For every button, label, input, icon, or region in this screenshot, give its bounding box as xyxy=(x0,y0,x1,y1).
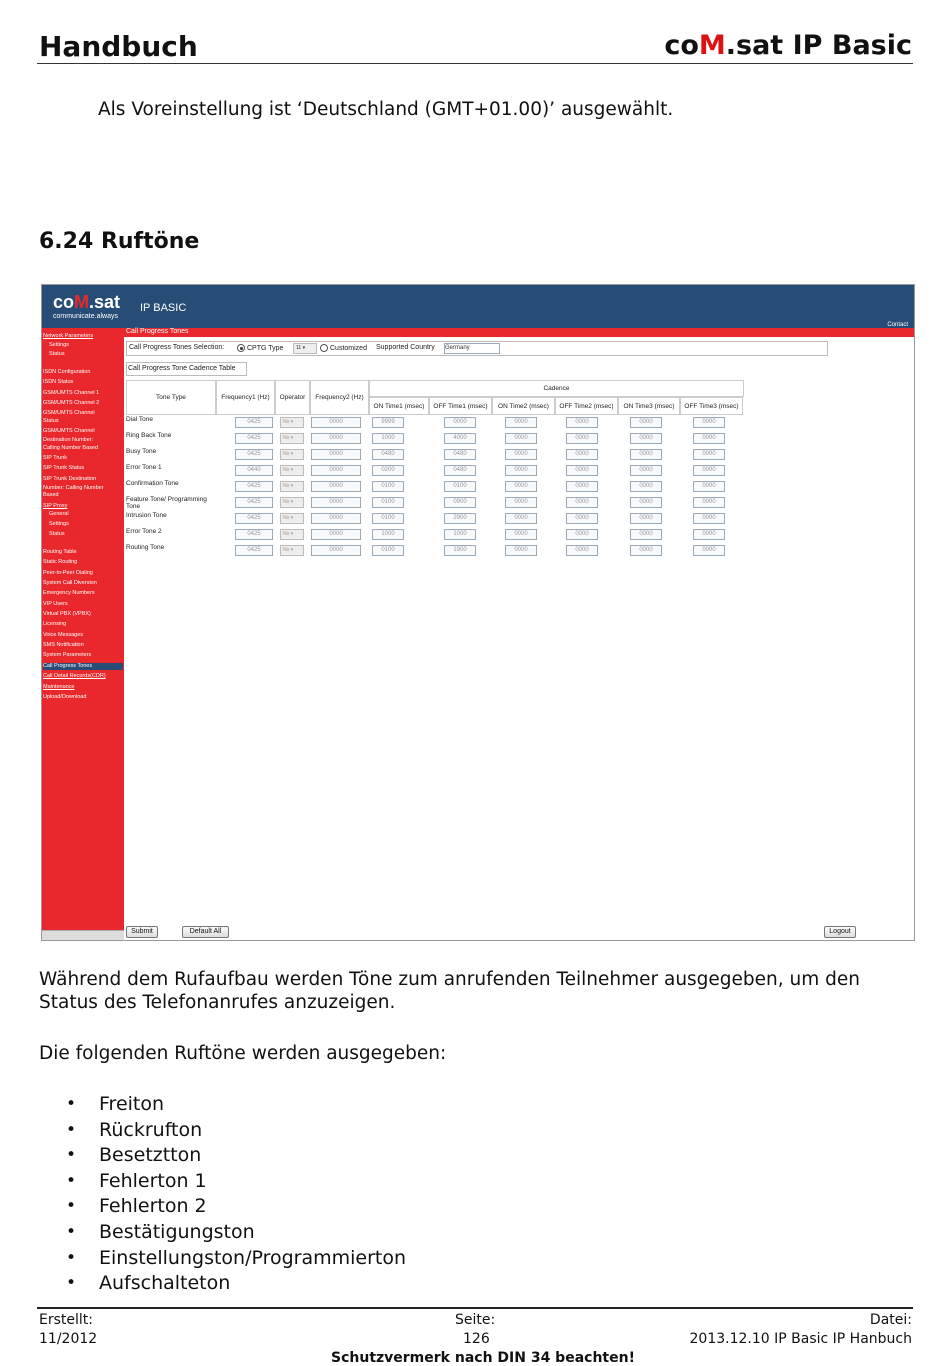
sidebar-item[interactable]: Virtual PBX (VPBX) xyxy=(43,611,91,617)
brand-sat: .sat xyxy=(725,30,784,61)
frequency1-input[interactable]: 0440 xyxy=(235,465,273,476)
cadence-time-input[interactable]: 0000 xyxy=(566,513,598,524)
footer-created-value: 11/2012 xyxy=(39,1331,98,1347)
tone-list xyxy=(62,1092,406,1297)
column-header: OFF Time2 (msec) xyxy=(555,397,618,415)
list-item: • Fehlerton 1 xyxy=(62,1169,406,1195)
sidebar-item[interactable]: GSM/UMTS Channel xyxy=(43,410,95,416)
cadence-time-input[interactable]: 0000 xyxy=(693,465,725,476)
selection-row xyxy=(126,341,828,356)
cadence-time-input[interactable]: 0100 xyxy=(444,481,476,492)
cadence-time-input[interactable]: 0000 xyxy=(693,545,725,556)
cadence-time-input[interactable]: 0000 xyxy=(630,481,662,492)
sidebar-item[interactable]: Based xyxy=(43,492,59,498)
operator-select[interactable] xyxy=(280,449,304,460)
sidebar-item[interactable]: ISDN Configuration xyxy=(43,369,91,375)
chevron-down-icon: ▾ xyxy=(289,419,294,425)
header-title: Handbuch xyxy=(39,30,198,63)
footer-created-label: Erstellt: xyxy=(39,1312,93,1328)
cadence-time-input[interactable]: 1000 xyxy=(444,529,476,540)
tone-type-label: Ring Back Tone xyxy=(126,432,172,439)
cadence-time-input[interactable]: 0000 xyxy=(693,449,725,460)
cadence-time-input[interactable]: 0000 xyxy=(630,497,662,508)
sidebar-item[interactable]: SMS Notification xyxy=(43,642,84,648)
cadence-time-input[interactable]: 0000 xyxy=(566,465,598,476)
chevron-down-icon: ▾ xyxy=(289,483,294,489)
sidebar-item[interactable]: GSM/UMTS Channel 2 xyxy=(43,400,100,406)
operator-value: No xyxy=(283,515,290,521)
chevron-down-icon: ▾ xyxy=(289,499,294,505)
frequency1-input[interactable]: 0425 xyxy=(235,449,273,460)
chevron-down-icon: ▾ xyxy=(289,547,294,553)
sidebar-item[interactable]: Settings xyxy=(49,342,69,348)
chevron-down-icon: ▾ xyxy=(289,451,294,457)
sidebar-item[interactable]: Status xyxy=(49,351,65,357)
footer-page-value: 126 xyxy=(463,1331,490,1347)
cadence-table-title xyxy=(126,362,247,376)
frequency1-input[interactable]: 0425 xyxy=(235,513,273,524)
intro-text: Als Voreinstellung ist ‘Deutschland (GMT+01.00)’ ausgewählt. xyxy=(98,99,674,120)
footer-page-label: Seite: xyxy=(455,1312,496,1328)
column-header: OFF Time3 (msec) xyxy=(680,397,743,415)
column-header: ON Time1 (msec) xyxy=(369,397,429,415)
sidebar-item[interactable]: Calling Number Based xyxy=(43,445,99,451)
operator-select[interactable] xyxy=(280,545,304,556)
sidebar-item[interactable]: VIP Users xyxy=(43,601,68,607)
operator-value: No xyxy=(283,451,290,457)
sidebar-item[interactable]: Emergency Numbers xyxy=(43,590,95,596)
frequency1-input[interactable]: 0425 xyxy=(235,497,273,508)
frequency2-input[interactable]: 0000 xyxy=(311,529,361,540)
sidebar-item[interactable]: Status xyxy=(49,531,65,537)
cadence-time-input[interactable]: 0100 xyxy=(372,545,404,556)
sidebar-item[interactable]: SIP Trunk Status xyxy=(43,465,85,471)
supported-country-label: Supported Country xyxy=(376,344,435,351)
operator-select[interactable] xyxy=(280,433,304,444)
frequency2-input[interactable]: 0000 xyxy=(311,417,361,428)
cadence-time-input[interactable]: 0000 xyxy=(566,481,598,492)
column-header: ON Time2 (msec) xyxy=(492,397,555,415)
screenshot-call-progress-tones xyxy=(41,284,915,941)
frequency2-input[interactable]: 0000 xyxy=(311,433,361,444)
sidebar-scrollbar[interactable] xyxy=(42,930,124,940)
chevron-down-icon: ▾ xyxy=(289,515,294,521)
tone-type-label: Error Tone 1 xyxy=(126,464,162,471)
cadence-time-input[interactable]: 0000 xyxy=(566,529,598,540)
cptg-radio[interactable] xyxy=(237,344,283,352)
tone-type-label: Confirmation Tone xyxy=(126,480,179,487)
tone-type-label: Error Tone 2 xyxy=(126,528,162,535)
cadence-time-input[interactable]: 0000 xyxy=(630,417,662,428)
cadence-time-input[interactable]: 0000 xyxy=(566,449,598,460)
logo-m: M xyxy=(74,292,90,312)
cadence-time-input[interactable]: 0000 xyxy=(505,449,537,460)
frequency1-input[interactable]: 0425 xyxy=(235,481,273,492)
list-item: • Freiton xyxy=(62,1092,406,1118)
sidebar-item[interactable]: Peer-to-Peer Dialing xyxy=(43,570,93,576)
cadence-time-input[interactable]: 0100 xyxy=(372,481,404,492)
sidebar-item[interactable]: System Parameters xyxy=(43,652,92,658)
cadence-time-input[interactable]: 0200 xyxy=(372,465,404,476)
default-all-button[interactable]: Default All xyxy=(182,926,229,938)
operator-value: No xyxy=(283,499,290,505)
list-item: • Bestätigungston xyxy=(62,1220,406,1246)
tone-type-label: Busy Tone xyxy=(126,448,157,455)
cadence-time-input[interactable]: 0480 xyxy=(444,449,476,460)
header-rule xyxy=(37,63,913,64)
sidebar-item[interactable]: Maintenance xyxy=(43,684,75,690)
footer-file-value: 2013.12.10 IP Basic IP Hanbuch xyxy=(689,1331,912,1347)
brand-co: co xyxy=(664,30,699,61)
paragraph-1-line-1: Während dem Rufaufbau werden Töne zum anrufenden Teilnehmer ausgegeben, um den xyxy=(39,969,861,990)
sidebar-item[interactable]: Static Routing xyxy=(43,559,78,565)
cadence-time-input[interactable]: 0480 xyxy=(372,449,404,460)
column-header-cadence: Cadence xyxy=(369,380,744,397)
cadence-time-input[interactable]: 0000 xyxy=(630,545,662,556)
sidebar-item[interactable]: Status xyxy=(43,418,59,424)
page-title: Call Progress Tones xyxy=(126,328,189,335)
footer-notice: Schutzvermerk nach DIN 34 beachten! xyxy=(331,1350,635,1366)
frequency1-input[interactable]: 0425 xyxy=(235,433,273,444)
cadence-time-input[interactable]: 0000 xyxy=(630,465,662,476)
list-item: • Rückrufton xyxy=(62,1118,406,1144)
frequency2-input[interactable]: 0000 xyxy=(311,481,361,492)
column-header: Frequency2 (Hz) xyxy=(310,380,369,415)
cadence-time-input[interactable]: 0000 xyxy=(505,481,537,492)
column-header: Frequency1 (Hz) xyxy=(216,380,275,415)
cadence-time-input[interactable]: 0000 xyxy=(630,433,662,444)
app-tagline: communicate.always xyxy=(53,313,118,320)
logo-sat: .sat xyxy=(89,292,121,312)
section-title: 6.24 Ruftöne xyxy=(39,229,200,254)
radio-on-icon xyxy=(237,344,245,352)
logout-button[interactable]: Logout xyxy=(824,926,856,938)
cadence-time-input[interactable]: 0000 xyxy=(693,433,725,444)
cadence-time-input[interactable]: 0100 xyxy=(372,513,404,524)
operator-value: No xyxy=(283,531,290,537)
sidebar-item[interactable]: Settings xyxy=(49,521,69,527)
tone-type-label: Feature Tone/ Programming Tone xyxy=(126,496,207,510)
column-header: Tone Type xyxy=(126,380,216,415)
operator-value: No xyxy=(283,483,290,489)
supported-country-input[interactable]: Germany xyxy=(444,343,500,354)
cadence-time-input[interactable]: 0900 xyxy=(444,497,476,508)
cadence-time-input[interactable]: 0000 xyxy=(505,497,537,508)
operator-select[interactable] xyxy=(280,497,304,508)
selection-label: Call Progress Tones Selection: xyxy=(129,344,225,351)
sidebar-item[interactable]: ISDN Status xyxy=(43,379,74,385)
column-header: Operator xyxy=(275,380,310,415)
cadence-time-input[interactable]: 0000 xyxy=(566,417,598,428)
cadence-time-input[interactable]: 9999 xyxy=(372,417,404,428)
tone-type-label: Dial Tone xyxy=(126,416,153,423)
cadence-time-input[interactable]: 0000 xyxy=(566,433,598,444)
cadence-time-input[interactable]: 0480 xyxy=(444,465,476,476)
chevron-down-icon: ▾ xyxy=(289,531,294,537)
sidebar-item[interactable]: SIP Trunk xyxy=(43,455,68,461)
cadence-time-input[interactable]: 0000 xyxy=(693,529,725,540)
sidebar xyxy=(42,328,124,930)
cadence-table-title-text: Call Progress Tone Cadence Table xyxy=(128,365,236,372)
paragraph-2: Die folgenden Ruftöne werden ausgegeben: xyxy=(39,1043,447,1064)
frequency1-input[interactable]: 0425 xyxy=(235,529,273,540)
cadence-time-input[interactable]: 0000 xyxy=(630,449,662,460)
list-item: • Einstellungston/Programmierton xyxy=(62,1246,406,1272)
cadence-time-input[interactable]: 1000 xyxy=(372,529,404,540)
frequency2-input[interactable]: 0000 xyxy=(311,449,361,460)
contact-link[interactable]: Contact xyxy=(887,322,908,328)
operator-select[interactable] xyxy=(280,465,304,476)
cadence-time-input[interactable]: 0100 xyxy=(372,497,404,508)
page-title-bar xyxy=(124,328,914,337)
cadence-time-input[interactable]: 0000 xyxy=(505,545,537,556)
list-item: • Besetztton xyxy=(62,1143,406,1169)
sidebar-item[interactable]: Licensing xyxy=(43,621,67,627)
operator-value: No xyxy=(283,419,290,425)
tone-type-label: Routing Tone xyxy=(126,544,165,551)
brand-product: IP Basic xyxy=(792,30,912,61)
frequency2-input[interactable]: 0000 xyxy=(311,545,361,556)
cptg-type-select[interactable]: 11 ▾ xyxy=(293,343,317,354)
logo-co: co xyxy=(53,292,75,312)
sidebar-item[interactable]: Call Progress Tones xyxy=(43,663,123,670)
radio-off-icon xyxy=(320,344,328,352)
cptg-type-value: 11 xyxy=(296,345,302,351)
frequency1-input[interactable]: 0425 xyxy=(235,417,273,428)
sidebar-item[interactable]: Destination Number: xyxy=(43,437,94,443)
submit-button[interactable]: Submit xyxy=(126,926,158,938)
list-item: • Aufschalteton xyxy=(62,1271,406,1297)
cadence-time-input[interactable]: 0000 xyxy=(505,417,537,428)
operator-value: No xyxy=(283,467,290,473)
sidebar-item[interactable]: GSM/UMTS Channel 1 xyxy=(43,390,100,396)
sidebar-item[interactable]: Routing Table xyxy=(43,549,77,555)
frequency1-input[interactable]: 0425 xyxy=(235,545,273,556)
app-logo xyxy=(53,292,120,313)
app-title: IP BASIC xyxy=(140,302,187,314)
cadence-time-input[interactable]: 0000 xyxy=(566,545,598,556)
header-brand xyxy=(664,30,912,61)
brand-m: M xyxy=(698,30,726,61)
app-header-bar xyxy=(42,285,914,328)
cadence-time-input[interactable]: 0000 xyxy=(505,529,537,540)
sidebar-item[interactable]: General xyxy=(49,511,69,517)
sidebar-item[interactable]: Upload/Download xyxy=(43,694,87,700)
cadence-time-input[interactable]: 0000 xyxy=(505,513,537,524)
operator-value: No xyxy=(283,435,290,441)
cadence-time-input[interactable]: 1000 xyxy=(372,433,404,444)
tone-type-label: Intrusion Tone xyxy=(126,512,167,519)
cadence-time-input[interactable]: 1900 xyxy=(444,545,476,556)
operator-select[interactable] xyxy=(280,513,304,524)
sidebar-item[interactable]: Number: Calling Number xyxy=(43,485,104,491)
paragraph-1-line-2: Status des Telefonanrufes anzuzeigen. xyxy=(39,992,396,1013)
cadence-time-input[interactable]: 0000 xyxy=(693,481,725,492)
sidebar-item[interactable]: SIP Proxy xyxy=(43,503,68,509)
cadence-time-input[interactable]: 2900 xyxy=(444,513,476,524)
operator-value: No xyxy=(283,547,290,553)
chevron-down-icon: ▾ xyxy=(289,435,294,441)
sidebar-item[interactable]: GSM/UMTS Channel xyxy=(43,428,95,434)
chevron-down-icon: ▾ xyxy=(289,467,294,473)
cadence-time-input[interactable]: 0000 xyxy=(444,417,476,428)
frequency2-input[interactable]: 0000 xyxy=(311,513,361,524)
frequency2-input[interactable]: 0000 xyxy=(311,465,361,476)
cadence-time-input[interactable]: 0000 xyxy=(693,513,725,524)
column-header: OFF Time1 (msec) xyxy=(429,397,492,415)
operator-select[interactable] xyxy=(280,481,304,492)
column-header: ON Time3 (msec) xyxy=(618,397,680,415)
footer-file-label: Datei: xyxy=(869,1312,912,1328)
cadence-time-input[interactable]: 0000 xyxy=(693,417,725,428)
sidebar-item[interactable]: Call Detail Records(CDR) xyxy=(43,673,106,679)
sidebar-item[interactable]: Voice Messages xyxy=(43,632,84,638)
sidebar-item[interactable]: Network Parameters xyxy=(43,333,94,339)
cadence-time-input[interactable]: 0000 xyxy=(566,497,598,508)
customized-radio[interactable] xyxy=(320,344,367,352)
list-item: • Fehlerton 2 xyxy=(62,1194,406,1220)
cadence-time-input[interactable]: 0000 xyxy=(630,529,662,540)
cadence-time-input[interactable]: 4000 xyxy=(444,433,476,444)
cadence-time-input[interactable]: 0000 xyxy=(630,513,662,524)
frequency2-input[interactable]: 0000 xyxy=(311,497,361,508)
cadence-time-input[interactable]: 0000 xyxy=(693,497,725,508)
footer-rule xyxy=(37,1307,913,1309)
operator-select[interactable] xyxy=(280,417,304,428)
sidebar-item[interactable]: System Call Diversion xyxy=(43,580,97,586)
sidebar-item[interactable]: SIP Trunk Destination xyxy=(43,476,97,482)
customized-label: Customized xyxy=(330,344,367,352)
cadence-time-input[interactable]: 0000 xyxy=(505,433,537,444)
operator-select[interactable] xyxy=(280,529,304,540)
cptg-label: CPTG Type xyxy=(247,344,284,352)
cadence-time-input[interactable]: 0000 xyxy=(505,465,537,476)
